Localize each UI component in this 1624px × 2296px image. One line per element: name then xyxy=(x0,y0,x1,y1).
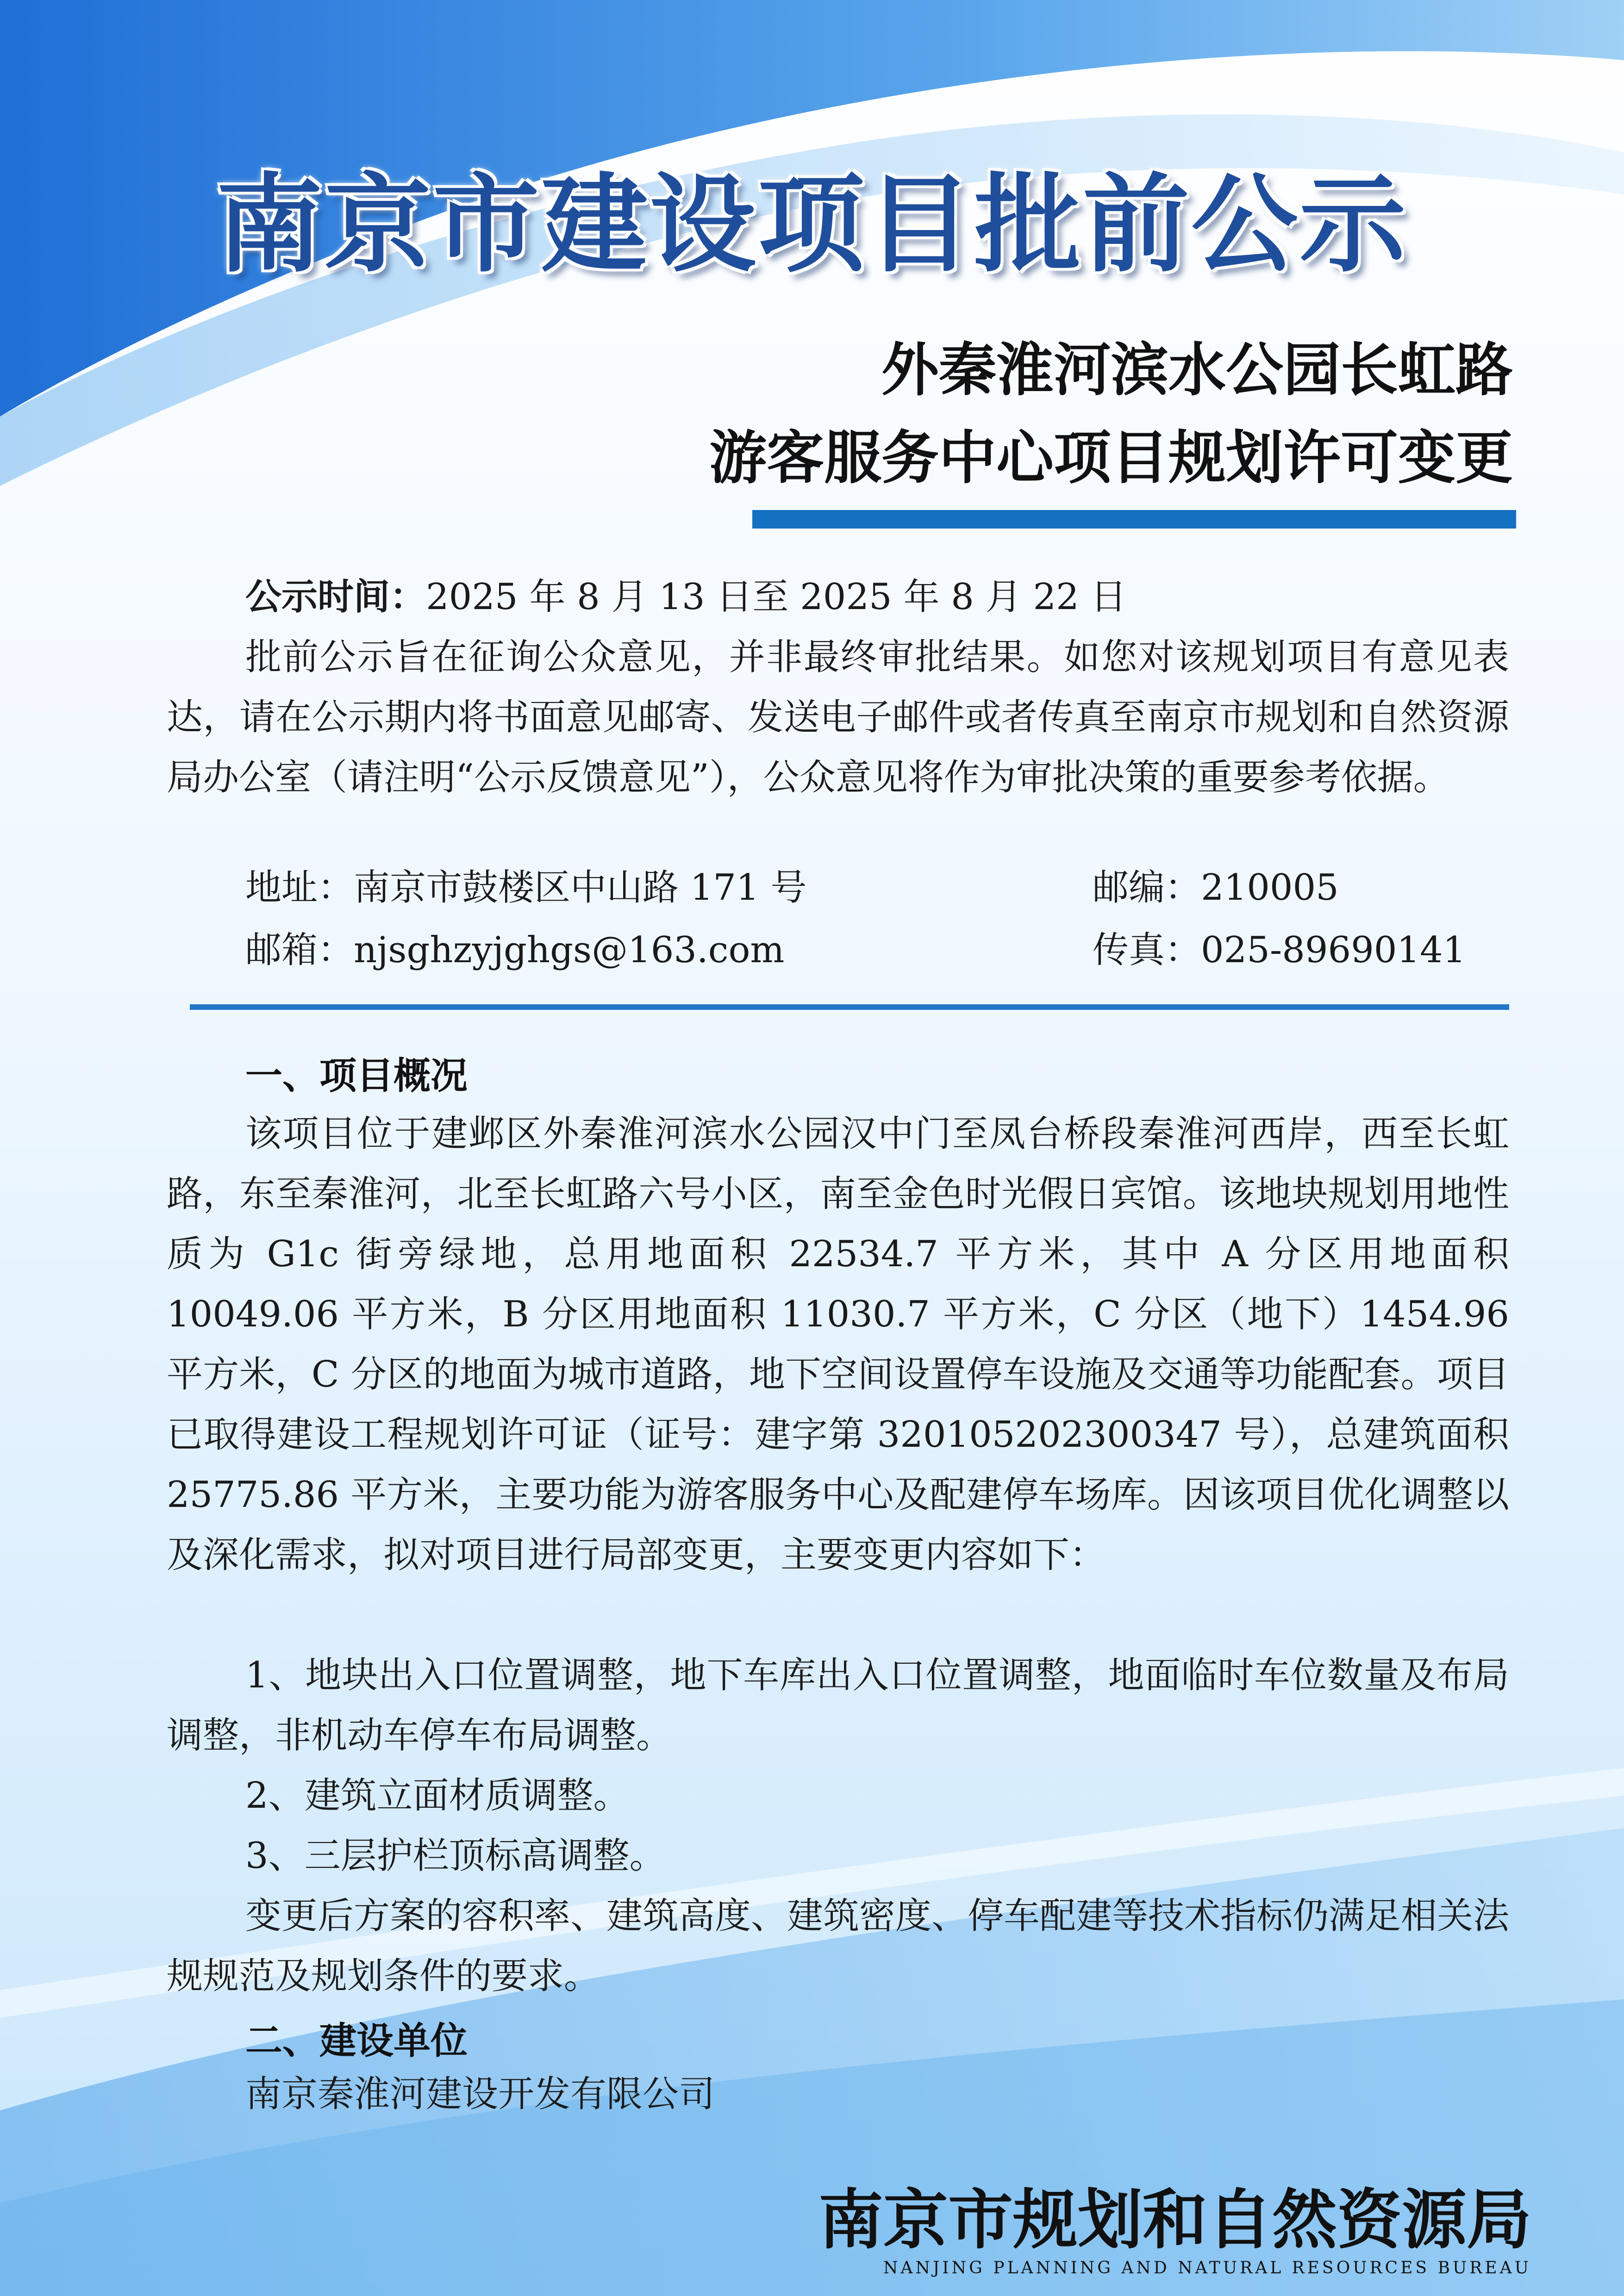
contact-fax: 传真：025-89690141 xyxy=(1093,929,1466,971)
contact-address: 地址：南京市鼓楼区中山路 171 号 xyxy=(245,867,807,908)
notice-period xyxy=(245,567,1588,627)
overview-paragraph: 该项目位于建邺区外秦淮河滨水公园汉中门至凤台桥段秦淮河西岸，西至长虹路，东至秦淮河，北至长虹路六号小区，南至金色时光假日宾馆。该地块规划用地性质为 G1c 街旁绿地，总用地面积 22534.7 平方米，其中 A 分区用地面积 10049.06 平方米，B 分区用地面积 11030.7 平方米，C 分区（地下）1454.96 平方米，C 分区的地面为城市道路，地下空间设置停车设施及交通等功能配套。项目已取得建设工程规划许可证（证号：建字第 320105202300347 号），总建筑面积 25775.86 平方米，主要功能为游客服务中心及配建停车场库。因该项目优化调整以及深化需求，拟对项目进行局部变更，主要变更内容如下： xyxy=(167,1113,1509,1576)
notice-period-value: 2025 年 8 月 13 日至 2025 年 8 月 22 日 xyxy=(426,576,1127,618)
title-underline-bar xyxy=(752,510,1516,529)
notice-period-label: 公示时间： xyxy=(245,576,426,618)
change-conclusion: 变更后方案的容积率、建筑高度、建筑密度、停车配建等技术指标仍满足相关法规规范及规划条件的要求。 xyxy=(167,1895,1510,1997)
issuer-name-en: NANJING PLANNING AND NATURAL RESOURCES BUREAU xyxy=(883,2259,1531,2277)
page-title: 南京市建设项目批前公示 xyxy=(216,162,1408,287)
notice-intro-paragraph: 批前公示旨在征询公众意见，并非最终审批结果。如您对该规划项目有意见表达，请在公示期内将书面意见邮寄、发送电子邮件或者传真至南京市规划和自然资源局办公室（请注明“公示反馈意见”），公众意见将作为审批决策的重要参考依据。 xyxy=(167,636,1509,798)
project-name-line-1: 外秦淮河滨水公园长虹路 xyxy=(881,336,1513,404)
section-heading-overview: 一、项目概况 xyxy=(245,1054,468,1097)
developer-name: 南京秦淮河建设开发有限公司 xyxy=(245,2073,715,2115)
change-item-1: 1、地块出入口位置调整，地下车库出入口位置调整，地面临时车位数量及布局调整，非机动车停车布局调整。 xyxy=(167,1655,1509,1756)
change-item-2: 2、建筑立面材质调整。 xyxy=(245,1775,630,1817)
section-heading-developer: 二、建设单位 xyxy=(245,2019,468,2062)
issuer-name-cn: 南京市规划和自然资源局 xyxy=(818,2182,1531,2258)
section-divider xyxy=(190,1004,1509,1010)
contact-postcode: 邮编：210005 xyxy=(1093,867,1339,908)
change-item-3: 3、三层护栏顶标高调整。 xyxy=(245,1835,666,1877)
project-name-line-2: 游客服务中心项目规划许可变更 xyxy=(709,424,1513,492)
contact-email[interactable]: 邮箱：njsghzyjghgs@163.com xyxy=(245,929,785,971)
